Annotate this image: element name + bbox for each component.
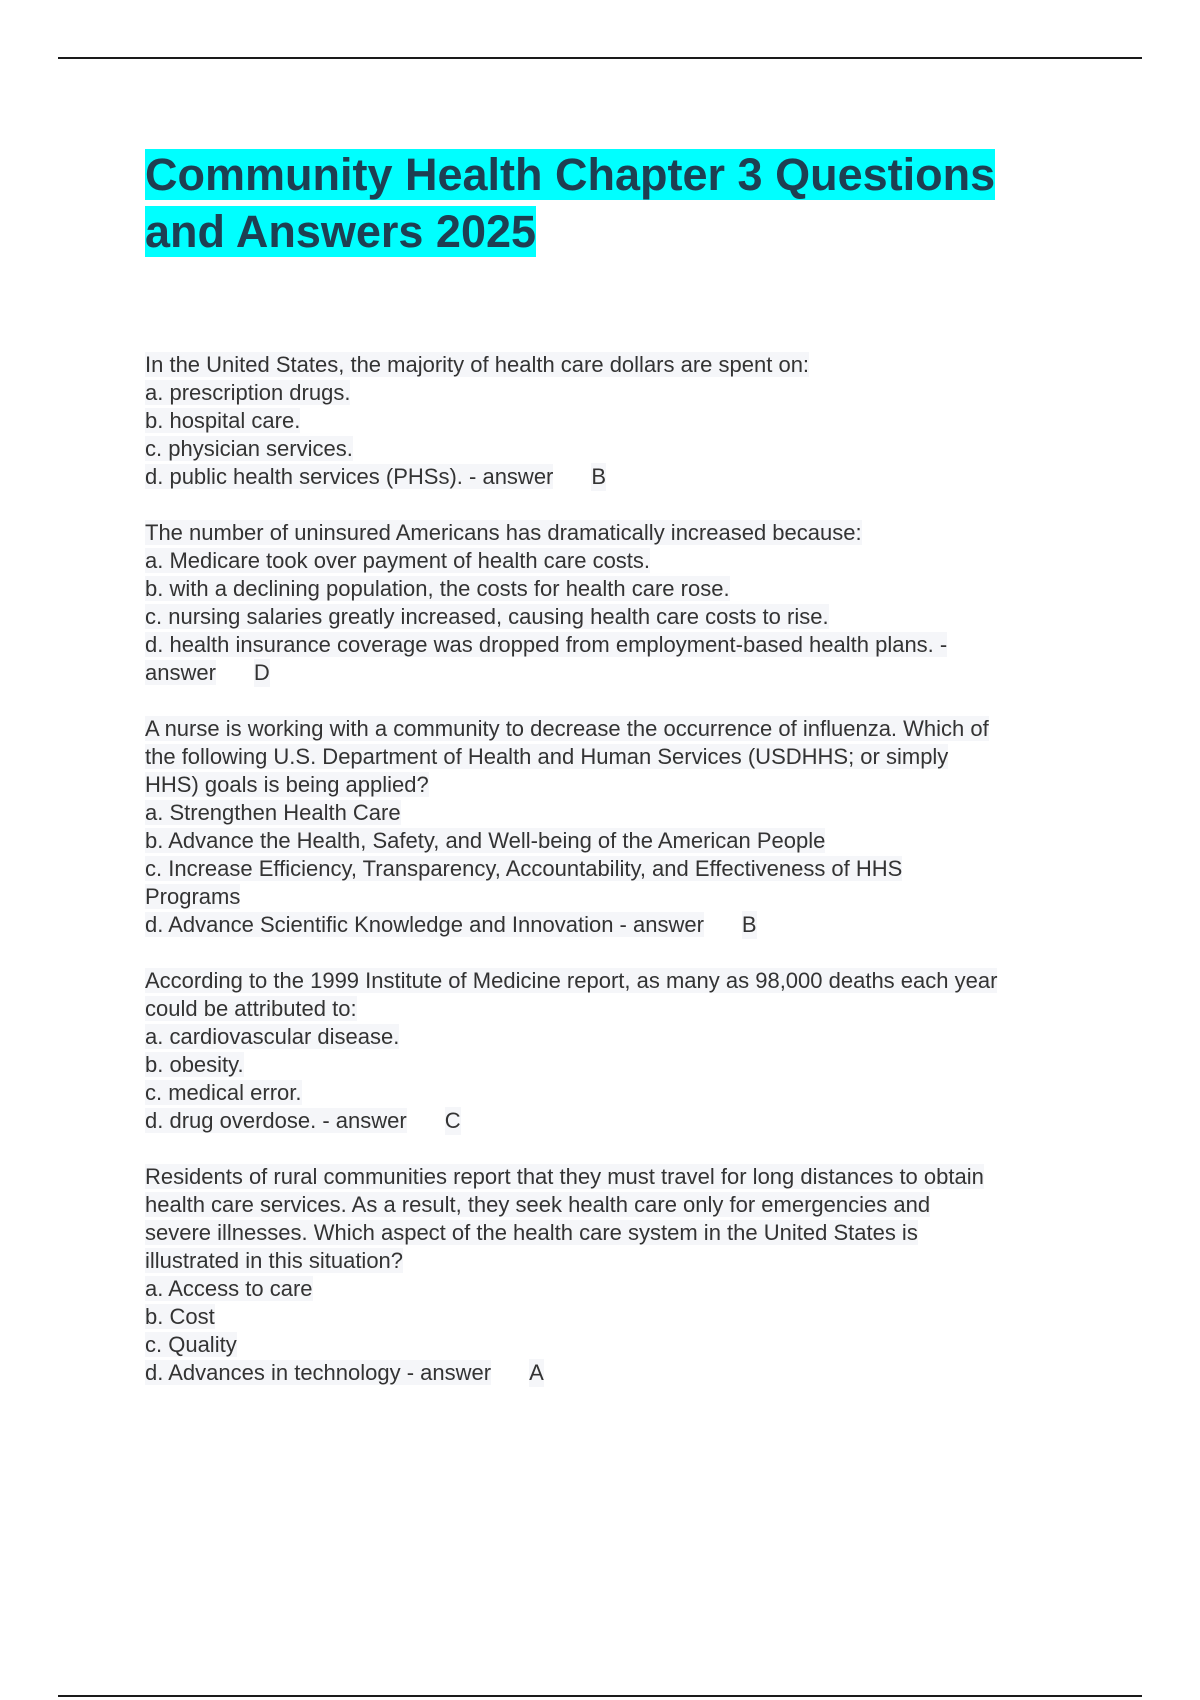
answer-line-text: d. Advances in technology - answer [145,1360,492,1385]
question-line-text: b. with a declining population, the costs for health care rose. [145,576,730,601]
question-line-text: b. Cost [145,1304,215,1329]
question-line [145,351,1085,379]
question-line-text: could be attributed to: [145,996,357,1021]
document-title [145,146,1085,260]
document-body [145,146,1085,1415]
question-line [145,855,1085,883]
question-line-text: b. obesity. [145,1052,244,1077]
question-line [145,407,1085,435]
question-line [145,435,1085,463]
question-block [145,519,1085,687]
question-line-text: health care services. As a result, they seek health care only for emergencies and [145,1192,931,1217]
question-line [145,967,1085,995]
question-line-text: c. nursing salaries greatly increased, causing health care costs to rise. [145,604,829,629]
question-block [145,967,1085,1135]
top-divider [58,57,1142,59]
question-line [145,519,1085,547]
question-line [145,1247,1085,1275]
question-line-text: A nurse is working with a community to decrease the occurrence of influenza. Which of [145,716,989,741]
question-line [145,883,1085,911]
answer-letter: C [444,1108,461,1133]
question-line [145,1331,1085,1359]
question-line-text: illustrated in this situation? [145,1248,404,1273]
question-line-text: Programs [145,884,241,909]
answer-letter: B [741,912,757,937]
question-line [145,603,1085,631]
question-line [145,743,1085,771]
question-line [145,1079,1085,1107]
question-line [145,799,1085,827]
answer-line [145,1107,1085,1135]
question-line-text: a. Medicare took over payment of health care costs. [145,548,651,573]
answer-letter: A [529,1360,544,1385]
question-line-text: Residents of rural communities report that they must travel for long distances to obtain [145,1164,984,1189]
question-line-text: b. hospital care. [145,408,301,433]
question-block [145,715,1085,939]
answer-line [145,911,1085,939]
question-line [145,1163,1085,1191]
question-line [145,995,1085,1023]
answer-line [145,1359,1085,1387]
question-line-text: a. Access to care [145,1276,313,1301]
question-list [145,351,1085,1387]
answer-letter: B [591,464,607,489]
question-block [145,351,1085,491]
question-line-text: According to the 1999 Institute of Medicine report, as many as 98,000 deaths each year [145,968,998,993]
question-line-text: a. prescription drugs. [145,380,351,405]
question-line [145,1051,1085,1079]
question-line-text: The number of uninsured Americans has dramatically increased because: [145,520,862,545]
answer-line [145,463,1085,491]
question-line [145,1023,1085,1051]
question-line-text: c. Quality [145,1332,237,1357]
question-block [145,1163,1085,1387]
question-line-text: b. Advance the Health, Safety, and Well-being of the American People [145,828,826,853]
answer-line-text: d. Advance Scientific Knowledge and Innovation - answer [145,912,704,937]
answer-letter: D [253,660,270,685]
question-line-text: c. physician services. [145,436,353,461]
question-line-text: HHS) goals is being applied? [145,772,429,797]
document-title-text: Community Health Chapter 3 Questions and Answers 2025 [145,149,996,257]
question-line [145,1303,1085,1331]
question-line-text: c. Increase Efficiency, Transparency, Accountability, and Effectiveness of HHS [145,856,903,881]
question-line-text: severe illnesses. Which aspect of the health care system in the United States is [145,1220,918,1245]
answer-line-text: d. drug overdose. - answer [145,1108,407,1133]
answer-line-text: answer [145,660,216,685]
question-line-text: a. Strengthen Health Care [145,800,401,825]
question-line [145,1219,1085,1247]
question-line-text: d. health insurance coverage was dropped from employment-based health plans. - [145,632,948,657]
question-line [145,631,1085,659]
question-line [145,379,1085,407]
question-line [145,575,1085,603]
question-line [145,715,1085,743]
question-line-text: a. cardiovascular disease. [145,1024,400,1049]
question-line [145,1275,1085,1303]
bottom-divider [58,1695,1142,1697]
question-line-text: the following U.S. Department of Health and Human Services (USDHHS; or simply [145,744,949,769]
question-line [145,827,1085,855]
answer-line-text: d. public health services (PHSs). - answer [145,464,554,489]
question-line-text: In the United States, the majority of health care dollars are spent on: [145,352,810,377]
question-line [145,1191,1085,1219]
question-line-text: c. medical error. [145,1080,302,1105]
question-line [145,547,1085,575]
answer-line [145,659,1085,687]
question-line [145,771,1085,799]
